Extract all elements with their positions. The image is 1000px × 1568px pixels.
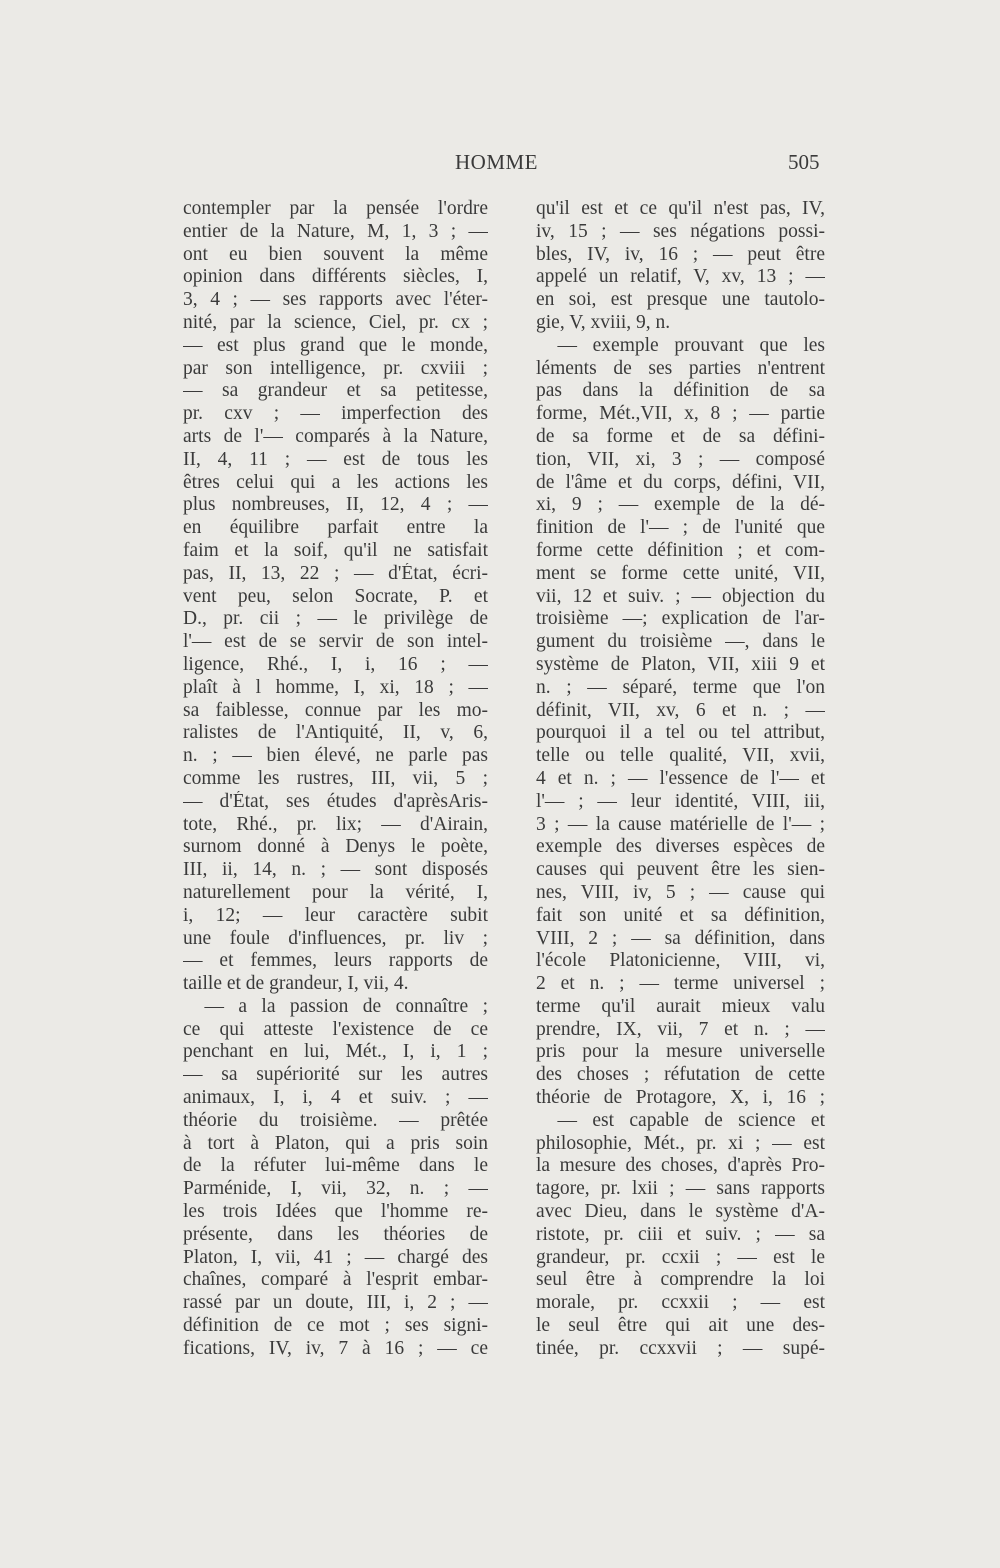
text-line: naturellement pour la vérité, I,	[183, 881, 488, 903]
text-line: n. ; — bien élevé, ne parle pas	[183, 745, 488, 767]
text-line: l'— ; — leur identité, VIII, iii,	[536, 790, 825, 812]
text-line: vii, 12 et suiv. ; — objection du	[536, 585, 825, 607]
text-line: surnom donné à Denys le poète,	[183, 836, 488, 858]
text-line: taille et de grandeur, I, vii, 4.	[183, 973, 409, 995]
text-line: une foule d'influences, pr. liv ;	[183, 927, 488, 949]
text-line: — a la passion de connaître ;	[204, 995, 488, 1017]
running-head	[0, 150, 1000, 180]
text-line: entier de la Nature, M, 1, 3 ; —	[183, 220, 488, 242]
text-line: en équilibre parfait entre la	[183, 517, 488, 539]
text-line: système de Platon, VII, xiii 9 et	[536, 653, 825, 675]
text-line: tion, VII, xi, 3 ; — composé	[536, 448, 825, 470]
text-line: arts de l'— comparés à la Nature,	[183, 425, 488, 447]
text-line: philosophie, Mét., pr. xi ; — est	[536, 1132, 825, 1154]
text-line: pr. cxv ; — imperfection des	[183, 403, 488, 425]
text-line: exemple des diverses espèces de	[536, 836, 825, 858]
text-line: gument du troisième —, dans le	[536, 631, 825, 653]
text-line: appelé un relatif, V, xv, 13 ; —	[536, 266, 825, 288]
text-line: seul être à comprendre la loi	[536, 1269, 825, 1291]
text-line: III, ii, 14, n. ; — sont disposés	[183, 859, 488, 881]
text-line: II, 4, 11 ; — est de tous les	[183, 448, 488, 470]
text-line: penchant en lui, Mét., I, i, 1 ;	[183, 1041, 488, 1063]
text-line: — est capable de science et	[557, 1109, 825, 1131]
text-line: D., pr. cii ; — le privilège de	[183, 608, 488, 630]
text-line: pourquoi il a tel ou tel attribut,	[536, 722, 825, 744]
text-line: tinée, pr. ccxxvii ; — supé-	[536, 1337, 825, 1359]
page-number: 505	[788, 150, 820, 174]
text-line: chaînes, comparé à l'esprit embar-	[183, 1269, 488, 1291]
text-line: avec Dieu, dans le système d'A-	[536, 1201, 825, 1223]
text-line: ont eu bien souvent la même	[183, 243, 488, 265]
text-line: de l'âme et du corps, défini, VII,	[536, 471, 825, 493]
text-line: qu'il est et ce qu'il n'est pas, IV,	[536, 198, 825, 219]
text-line: définition de ce mot ; ses signi-	[183, 1315, 488, 1337]
text-line: ce qui atteste l'existence de ce	[183, 1018, 488, 1040]
text-line: — est plus grand que le monde,	[183, 334, 488, 356]
text-line: pas, II, 13, 22 ; — d'État, écri-	[183, 562, 488, 584]
text-line: prendre, IX, vii, 7 et n. ; —	[536, 1018, 825, 1040]
text-line: définit, VII, xv, 6 et n. ; —	[536, 699, 825, 721]
text-line: léments de ses parties n'entrent	[536, 357, 825, 379]
text-line: par son intelligence, pr. cxviii ;	[183, 357, 488, 379]
text-line: l'— est de se servir de son intel-	[183, 631, 488, 653]
text-line: n. ; — séparé, terme que l'on	[536, 676, 825, 698]
text-line: ristote, pr. ciii et suiv. ; — sa	[536, 1223, 825, 1245]
text-line: contempler par la pensée l'ordre	[183, 198, 488, 219]
text-line: à tort à Platon, qui a pris soin	[183, 1132, 488, 1154]
text-line: plaît à l homme, I, xi, 18 ; —	[183, 676, 488, 698]
text-line: telle ou telle qualité, VII, xvii,	[536, 745, 825, 767]
text-line: grandeur, pr. ccxii ; — est le	[536, 1246, 825, 1268]
text-line: — d'État, ses études d'aprèsAris-	[183, 790, 488, 812]
text-line: le seul être qui ait une des-	[536, 1315, 825, 1337]
text-line: présente, dans les théories de	[183, 1223, 488, 1245]
text-line: êtres celui qui a les actions les	[183, 471, 488, 493]
text-line: causes qui peuvent être les sien-	[536, 859, 825, 881]
text-line: 3, 4 ; — ses rapports avec l'éter-	[183, 289, 488, 311]
text-line: nes, VIII, iv, 5 ; — cause qui	[536, 881, 825, 903]
text-line: de la réfuter lui-même dans le	[183, 1155, 488, 1177]
text-line: terme qu'il aurait mieux valu	[536, 995, 825, 1017]
text-line: tote, Rhé., pr. lix; — d'Airain,	[183, 813, 488, 835]
text-line: xi, 9 ; — exemple de la dé-	[536, 494, 825, 516]
text-line: vent peu, selon Socrate, P. et	[183, 585, 488, 607]
text-line: 3 ; — la cause matérielle de l'— ;	[536, 813, 825, 835]
text-line: — exemple prouvant que les	[557, 334, 825, 356]
text-line: forme, Mét.,VII, x, 8 ; — partie	[536, 403, 825, 425]
text-line: faim et la soif, qu'il ne satisfait	[183, 539, 488, 561]
text-line: morale, pr. ccxxii ; — est	[536, 1292, 825, 1314]
text-line: l'école Platonicienne, VIII, vi,	[536, 950, 825, 972]
text-line: fait son unité et sa définition,	[536, 904, 825, 926]
text-line: — et femmes, leurs rapports de	[183, 950, 488, 972]
text-line: les trois Idées que l'homme re-	[183, 1201, 488, 1223]
text-line: ment se forme cette unité, VII,	[536, 562, 825, 584]
text-line: la mesure des choses, d'après Pro-	[536, 1155, 825, 1177]
text-line: 2 et n. ; — terme universel ;	[536, 973, 825, 995]
text-line: de sa forme et de sa défini-	[536, 425, 825, 447]
text-line: nité, par la science, Ciel, pr. cx ;	[183, 311, 488, 333]
text-line: théorie du troisième. — prêtée	[183, 1109, 488, 1131]
text-line: pas dans la définition de sa	[536, 380, 825, 402]
right-column	[536, 198, 825, 1361]
text-line: iv, 15 ; — ses négations possi-	[536, 220, 825, 242]
text-line: Platon, I, vii, 41 ; — chargé des	[183, 1246, 488, 1268]
text-line: plus nombreuses, II, 12, 4 ; —	[183, 494, 488, 516]
text-line: théorie de Protagore, X, i, 16 ;	[536, 1087, 825, 1109]
left-column	[183, 198, 488, 1361]
text-line: forme cette définition ; et com-	[536, 539, 825, 561]
text-line: animaux, I, i, 4 et suiv. ; —	[183, 1087, 488, 1109]
text-line: VIII, 2 ; — sa définition, dans	[536, 927, 825, 949]
text-line: des choses ; réfutation de cette	[536, 1064, 825, 1086]
text-line: i, 12; — leur caractère subit	[183, 904, 488, 926]
text-line: fications, IV, iv, 7 à 16 ; — ce	[183, 1337, 488, 1359]
text-line: gie, V, xviii, 9, n.	[536, 311, 671, 333]
text-line: sa faiblesse, connue par les mo-	[183, 699, 488, 721]
text-line: — sa grandeur et sa petitesse,	[183, 380, 488, 402]
text-line: ralistes de l'Antiquité, II, v, 6,	[183, 722, 488, 744]
text-line: en soi, est presque une tautolo-	[536, 289, 825, 311]
text-line: rassé par un doute, III, i, 2 ; —	[183, 1292, 488, 1314]
text-line: ligence, Rhé., I, i, 16 ; —	[183, 653, 488, 675]
text-line: opinion dans différents siècles, I,	[183, 266, 488, 288]
running-title: HOMME	[455, 150, 539, 174]
text-line: Parménide, I, vii, 32, n. ; —	[183, 1178, 488, 1200]
text-line: comme les rustres, III, vii, 5 ;	[183, 767, 488, 789]
text-line: bles, IV, iv, 16 ; — peut être	[536, 243, 825, 265]
text-line: 4 et n. ; — l'essence de l'— et	[536, 767, 825, 789]
text-line: troisième —; explication de l'ar-	[536, 608, 825, 630]
text-line: finition de l'— ; de l'unité que	[536, 517, 825, 539]
text-line: — sa supériorité sur les autres	[183, 1064, 488, 1086]
text-line: pris pour la mesure universelle	[536, 1041, 825, 1063]
text-line: tagore, pr. lxii ; — sans rapports	[536, 1178, 825, 1200]
